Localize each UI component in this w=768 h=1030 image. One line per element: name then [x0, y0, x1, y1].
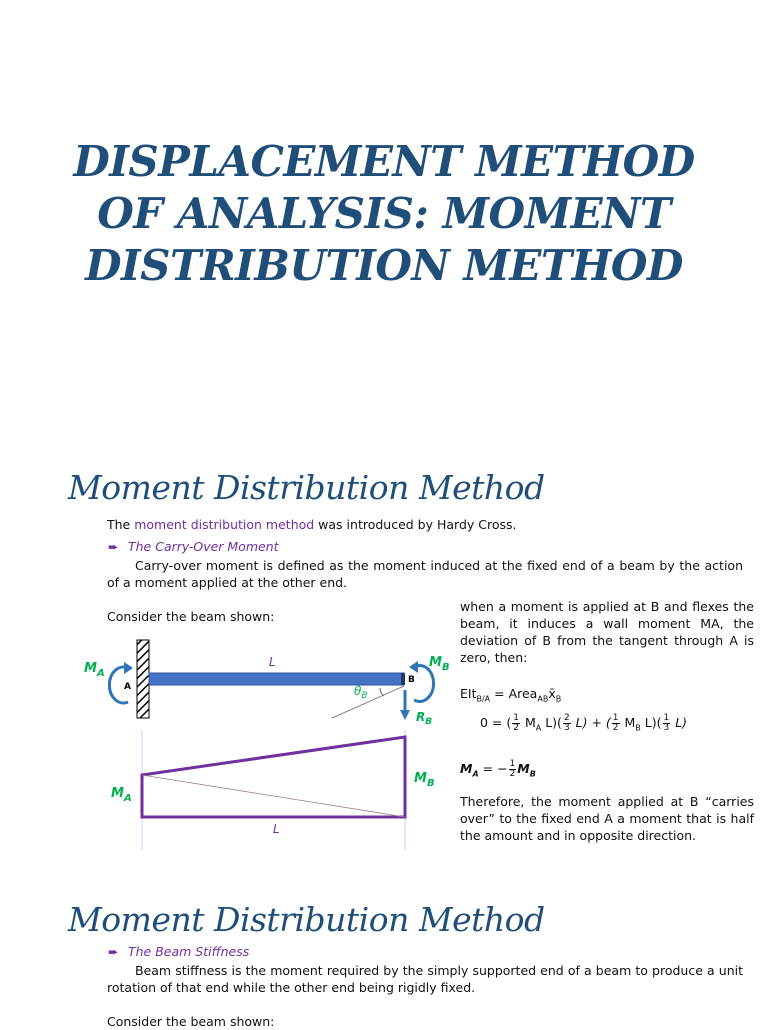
label-diagram-l: L	[273, 822, 280, 836]
eq1-sub: B/A	[476, 694, 491, 704]
title-line-3: DISTRIBUTION METHOD	[85, 241, 683, 290]
eq1-xbar: x̄	[548, 686, 556, 701]
title-line-2: OF ANALYSIS: MOMENT	[97, 189, 671, 238]
intro-after: was introduced by Hardy Cross.	[314, 517, 517, 532]
label-rb: $R_B$	[416, 710, 433, 727]
beam-stiffness-bullet	[108, 944, 249, 959]
fraction: $\frac{1}{2}$	[509, 759, 516, 779]
label-l: L	[269, 655, 276, 669]
moment-diagram	[142, 737, 405, 817]
beam-stiffness-title: The Beam Stiffness	[128, 944, 250, 959]
equation-result: $M_A$ = − $\frac{1}{2}$ $M_B$	[460, 759, 536, 779]
fraction: $\frac{1}{2}$	[612, 713, 619, 733]
label-diagram-mb: $M_B$	[414, 771, 435, 789]
equation-zero: 0 = ( $\frac{1}{2}$ $M_A$ L)( $\frac{2}{3}$ L) + ( $\frac{1}{2}$ $M_B$ L)( $\frac{1}{3}$ L)	[480, 713, 688, 733]
beam-stiffness-definition: Beam stiffness is the moment required by the simply supported end of a beam to produce a unit rotation of that end while the other end being rigidly fixed.	[107, 963, 743, 995]
reaction-b-arrowhead	[400, 710, 410, 720]
consider-text-2: Consider the beam shown:	[107, 1014, 275, 1029]
arrow-bullet-icon: ➨	[108, 539, 119, 554]
conclusion-text: Therefore, the moment applied at B “carries over” to the fixed end A a moment that is half the amount and in opposite direction.	[460, 794, 754, 843]
eq1-sub3: B	[555, 694, 562, 704]
carry-over-title: The Carry-Over Moment	[128, 539, 279, 554]
label-b: B	[408, 675, 415, 685]
moment-a-arrowhead	[124, 662, 133, 674]
label-a: A	[124, 682, 131, 692]
right-explanation: when a moment is applied at B and flexes the beam, it induces a wall moment MA, the deviation of B from the tangent through A is zero, then:	[460, 599, 754, 665]
intro-highlight: moment distribution method	[134, 517, 315, 532]
tangent-line	[332, 686, 404, 718]
label-mb: $M_B$	[429, 655, 450, 673]
intro-before: The	[107, 517, 135, 532]
eq2-start: 0 = (	[480, 715, 512, 730]
eq1-left: EIt	[460, 686, 477, 701]
eq1-mid: = Area	[490, 686, 538, 701]
fraction: $\frac{1}{3}$	[663, 713, 670, 733]
beam	[149, 673, 404, 685]
fraction: $\frac{1}{2}$	[513, 713, 519, 733]
fraction: $\frac{2}{3}$	[563, 713, 570, 733]
moment-b-arrowhead	[409, 661, 418, 673]
title-line-1: DISPLACEMENT METHOD	[73, 137, 695, 186]
fixed-support	[137, 640, 149, 718]
beam-end-b	[401, 673, 405, 685]
section2-heading: Moment Distribution Method	[68, 900, 545, 939]
label-diagram-ma: $M_A$	[111, 786, 132, 804]
carry-over-definition: Carry-over moment is defined as the moment induced at the fixed end of a beam by the action of a moment applied at the other end.	[107, 558, 743, 590]
arrow-bullet-icon: ➨	[108, 944, 119, 959]
eq1-sub2: AB	[537, 694, 549, 704]
moment-diagram-diagonal	[142, 775, 405, 817]
consider-text-1: Consider the beam shown:	[107, 609, 275, 624]
label-ma: $M_A$	[84, 661, 105, 679]
label-theta-b: $\theta_B$	[354, 684, 368, 701]
section1-heading: Moment Distribution Method	[68, 468, 545, 507]
